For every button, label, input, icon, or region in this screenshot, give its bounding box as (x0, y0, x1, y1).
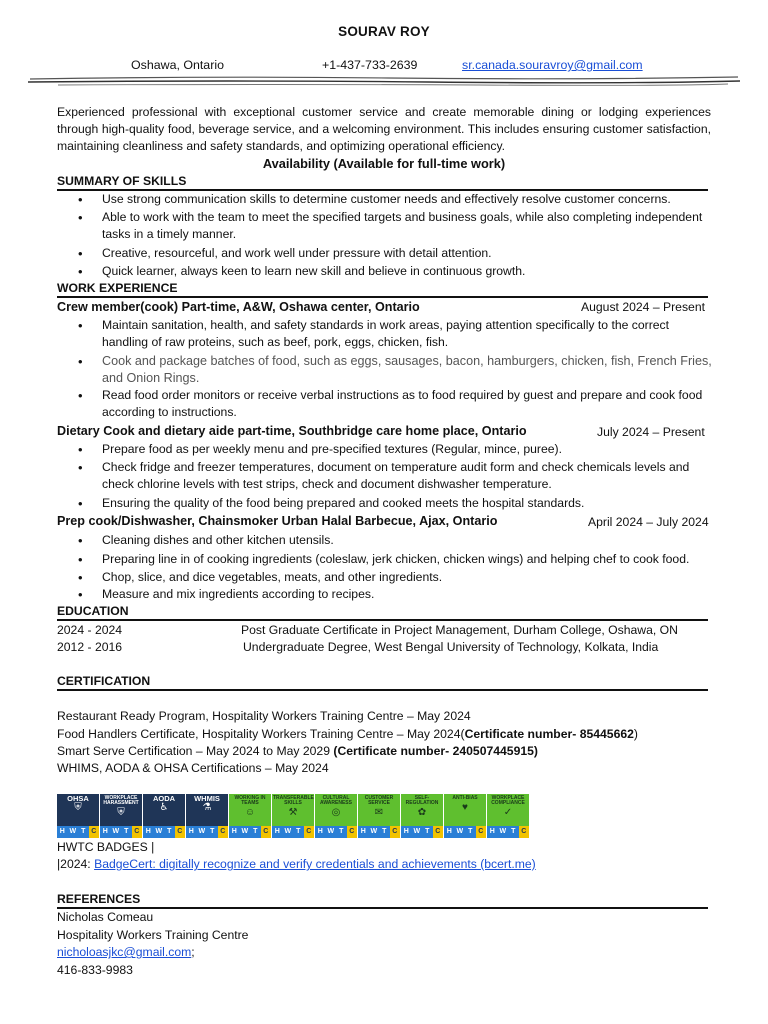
tools-icon: ⚒ (288, 807, 298, 818)
badge-strip-letter: W (327, 828, 335, 835)
skill-item: Quick learner, always keen to learn new skill and believe in continuous growth. (102, 264, 526, 278)
badge-strip-letter: T (253, 828, 258, 835)
badge-strip-letter: W (198, 828, 206, 835)
education-detail: Undergraduate Degree, West Bengal University of Technology, Kolkata, India (243, 640, 659, 654)
badge-tile (100, 794, 143, 838)
badge-label: WORKPLACE COMPLIANCE (491, 795, 525, 806)
reference-email-link[interactable]: nicholoasjkc@gmail.com (57, 945, 192, 959)
skill-item: Creative, resourceful, and work well under pressure with detail attention. (102, 246, 492, 260)
badge-label: WORKPLACE HARASSMENT (103, 795, 139, 806)
reference-organization: Hospitality Workers Training Centre (57, 928, 249, 942)
badge-strip-letter: T (382, 828, 387, 835)
bullet: • (78, 533, 83, 548)
badge-strip-letter: T (339, 828, 344, 835)
bullet: • (78, 388, 83, 403)
reference-email-line (57, 945, 195, 959)
badge-strip-letter: C (261, 826, 272, 838)
job-item: Prepare food as per weekly menu and pre-specified textures (Regular, mince, puree). (102, 442, 562, 456)
badge-strip-letter: H (317, 828, 323, 835)
badge-tile (229, 794, 272, 838)
badge-strip-letter: W (499, 828, 507, 835)
badge-strip-letter: T (124, 828, 129, 835)
education-years: 2012 - 2016 (57, 640, 123, 654)
badges-caption: HWTC BADGES | (57, 840, 155, 854)
badge-strip-letter: W (69, 828, 77, 835)
skill-item: Able to work with the team to meet the specified targets and business goals, while also completing independent tasks in a timely manner. (102, 210, 703, 241)
header-divider (28, 74, 740, 88)
bullet: • (78, 354, 83, 369)
badge-strip-letters (143, 826, 185, 838)
profile-summary: Experienced professional with exceptional customer service and create memorable dining or lodging experiences through high-quality food, beverage service, and a welcoming environment. This includes ensuring customer satisfaction, maintaining cleanliness and safety standards, and optimizing operational efficiency. (57, 105, 711, 153)
bullet: • (78, 552, 83, 567)
badge-strip-letters (57, 826, 99, 838)
reference-phone: 416-833-9983 (57, 963, 133, 977)
badge-strip-letter: H (403, 828, 409, 835)
people-icon: ☺ (244, 807, 256, 818)
reference-email-suffix: ; (191, 945, 195, 959)
reference-name: Nicholas Comeau (57, 910, 154, 924)
badge-strip-letter: W (370, 828, 378, 835)
check-icon: ✓ (503, 807, 513, 818)
badge-strip-letter: C (89, 826, 100, 838)
job-item: Ensuring the quality of the food being prepared and cooked meets the hospital standards. (102, 496, 585, 510)
badge-strip-letters (100, 826, 142, 838)
job-title: Crew member(cook) Part-time, A&W, Oshawa center, Ontario (57, 300, 420, 314)
work-heading: WORK EXPERIENCE (57, 281, 708, 298)
job-item: Chop, slice, and dice vegetables, meats, and other ingredients. (102, 570, 443, 584)
badge-tile (444, 794, 487, 838)
bullet: • (78, 496, 83, 511)
certification-text-end: ) (633, 727, 638, 741)
badge-strip-letter: T (296, 828, 301, 835)
job-item: Preparing line in of cooking ingredients (coleslaw, jerk chicken, chicken wings) and helping chef to cook food. (102, 552, 690, 566)
badge-strip-letter: H (102, 828, 108, 835)
badge-tile (272, 794, 315, 838)
phone-number: +1-437-733-2639 (322, 58, 418, 72)
badgecert-prefix: |2024: (57, 857, 95, 871)
certification-item: Restaurant Ready Program, Hospitality Workers Training Centre – May 2024 (57, 709, 471, 723)
brain-icon: ✿ (417, 807, 427, 818)
badge-strip-letter: C (476, 826, 487, 838)
badge-strip-letter: C (390, 826, 401, 838)
badge-strip-letters (444, 826, 486, 838)
badge-strip-letter: H (274, 828, 280, 835)
bullet: • (78, 318, 83, 333)
certification-heading: CERTIFICATION (57, 674, 708, 691)
badge-label: WORKING IN TEAMS (234, 795, 266, 806)
bullet: • (78, 587, 83, 602)
wheelchair-icon: ♿ (159, 802, 169, 813)
badge-strip-letter: H (188, 828, 194, 835)
bullet: • (78, 246, 83, 261)
badge-strip-letter: T (468, 828, 473, 835)
badge-strip-letter: H (489, 828, 495, 835)
bullet: • (78, 460, 83, 475)
certificate-number: Certificate number- 85445662 (464, 727, 634, 741)
job-item: Maintain sanitation, health, and safety standards in work areas, paying attention specifically to the correct handling of raw proteins, such as beef, pork, eggs, chicken, fish. (102, 318, 670, 349)
badge-strip-letter: C (218, 826, 229, 838)
skills-heading: SUMMARY OF SKILLS (57, 174, 708, 191)
job-dates: July 2024 – Present (597, 425, 705, 439)
badge-label: ANTI-BIAS (452, 795, 478, 801)
badge-strip-letter: W (284, 828, 292, 835)
badge-strip-letters (272, 826, 314, 838)
badge-strip-letters (358, 826, 400, 838)
bullet: • (78, 570, 83, 585)
email-link[interactable]: sr.canada.souravroy@gmail.com (462, 58, 643, 72)
badge-tile (186, 794, 229, 838)
badge-strip-letter: W (112, 828, 120, 835)
badge-strip-letter: H (231, 828, 237, 835)
shield-icon: ⛨ (74, 802, 82, 813)
education-heading: EDUCATION (57, 604, 708, 621)
heart-icon: ♥ (462, 802, 468, 813)
badge-tile (487, 794, 530, 838)
location: Oshawa, Ontario (131, 58, 224, 72)
badge-strip-letter: H (59, 828, 65, 835)
badge-strip-letter: H (360, 828, 366, 835)
badge-tile (57, 794, 100, 838)
badge-strip-letter: C (175, 826, 186, 838)
chat-icon: ✉ (374, 807, 384, 818)
bullet: • (78, 264, 83, 279)
badge-label: TRANSFERABLE SKILLS (273, 795, 314, 806)
certification-item (57, 744, 538, 758)
badge-strip-letters (186, 826, 228, 838)
job-item: Read food order monitors or receive verbal instructions as to food required by guest and prepare and cook food according to instructions. (102, 388, 703, 419)
badge-label: SELF-REGULATION (405, 795, 439, 806)
badge-strip-letter: C (132, 826, 143, 838)
certificate-number: (Certificate number- 240507445915) (333, 744, 538, 758)
job-dates: August 2024 – Present (581, 300, 705, 314)
badge-strip-letter: C (347, 826, 358, 838)
candidate-name: SOURAV ROY (338, 24, 430, 39)
references-heading: REFERENCES (57, 892, 708, 909)
badge-strip-letter: T (210, 828, 215, 835)
badge-label: OHSA (67, 794, 89, 803)
bullet: • (78, 192, 83, 207)
job-dates: April 2024 – July 2024 (588, 515, 709, 529)
certification-item (57, 727, 638, 741)
bullet: • (78, 442, 83, 457)
job-item: Cleaning dishes and other kitchen utensils. (102, 533, 334, 547)
job-item: Measure and mix ingredients according to recipes. (102, 587, 375, 601)
job-item: Check fridge and freezer temperatures, document on temperature audit form and check chemicals levels and check chlorine levels with test strips, check and document dishwasher temperature. (102, 460, 690, 491)
badgecert-link[interactable]: BadgeCert: digitally recognize and verify credentials and achievements (bcert.me) (94, 857, 536, 871)
badge-strip-letter: T (425, 828, 430, 835)
availability: Availability (Available for full-time work) (262, 156, 506, 171)
badge-strip-letter: W (413, 828, 421, 835)
badge-label: CULTURAL AWARENESS (320, 795, 352, 806)
badge-label: CUSTOMER SERVICE (364, 795, 394, 806)
badge-strip-letter: T (81, 828, 86, 835)
badge-strip-letter: H (446, 828, 452, 835)
badge-strip-letter: W (241, 828, 249, 835)
badgecert-line (57, 857, 536, 871)
badge-tile (315, 794, 358, 838)
job-title: Prep cook/Dishwasher, Chainsmoker Urban Halal Barbecue, Ajax, Ontario (57, 514, 498, 528)
badge-strip-letter: W (456, 828, 464, 835)
education-years: 2024 - 2024 (57, 623, 123, 637)
badge-strip-letter: T (511, 828, 516, 835)
badge-label: AODA (152, 794, 176, 803)
certification-text: Food Handlers Certificate, Hospitality Workers Training Centre – May 2024( (57, 727, 465, 741)
certification-text: Smart Serve Certification – May 2024 to May 2029 (57, 744, 334, 758)
shield-icon: ⛨ (117, 807, 125, 818)
badge-tile (401, 794, 444, 838)
badge-label: WHMIS (194, 794, 220, 803)
badge-strip-letter: W (155, 828, 163, 835)
badge-strip-letters (487, 826, 529, 838)
badge-strip-letters (315, 826, 357, 838)
education-detail: Post Graduate Certificate in Project Management, Durham College, Oshawa, ON (241, 623, 678, 637)
job-item: Cook and package batches of food, such as eggs, sausages, bacon, hamburgers, chicken, fish, French Fries, and Onion Rings. (102, 354, 712, 385)
badge-strip-letter: H (145, 828, 151, 835)
badge-strip-letter: C (519, 826, 530, 838)
flask-icon: ⚗ (202, 802, 212, 813)
globe-icon: ◎ (331, 807, 341, 818)
badge-tile (143, 794, 186, 838)
certification-item: WHIMS, AODA & OHSA Certifications – May 2024 (57, 761, 329, 775)
badge-tile (358, 794, 401, 838)
job-title: Dietary Cook and dietary aide part-time, Southbridge care home place, Ontario (57, 424, 527, 438)
skill-item: Use strong communication skills to determine customer needs and effectively resolve customer concerns. (102, 192, 671, 206)
bullet: • (78, 210, 83, 225)
badge-strip-letter: C (304, 826, 315, 838)
badge-strip-letter: T (167, 828, 172, 835)
badge-strip (57, 794, 533, 838)
badge-strip-letters (229, 826, 271, 838)
badge-strip-letters (401, 826, 443, 838)
badge-strip-letter: C (433, 826, 444, 838)
